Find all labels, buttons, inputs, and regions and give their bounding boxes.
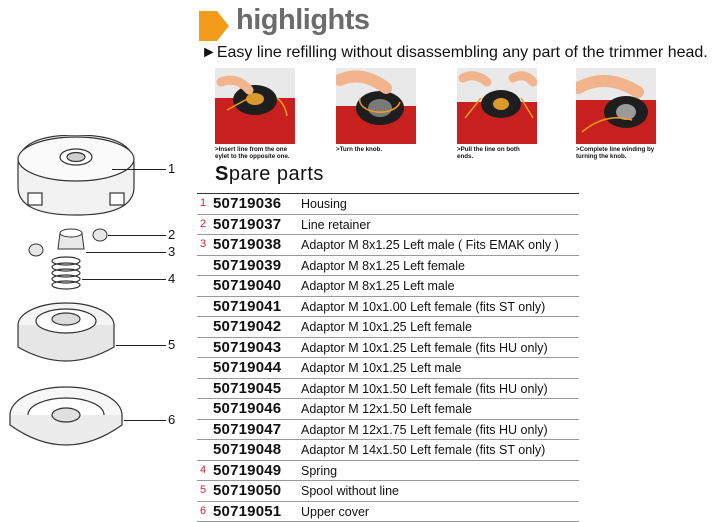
part-code: 50719045 [213, 380, 281, 397]
part-description: Adaptor M 14x1.50 Left female (fits ST only) [301, 443, 545, 457]
callout-5: 5 [168, 337, 175, 352]
part-description: Line retainer [301, 218, 371, 232]
part-description: Adaptor M 12x1.75 Left female (fits HU only) [301, 423, 548, 437]
part-code: 50719043 [213, 339, 281, 356]
table-row [197, 338, 579, 359]
callout-line-4 [82, 279, 166, 280]
part-description: Spring [301, 464, 337, 478]
row-ref-number: 2 [197, 218, 209, 230]
row-ref-number: 6 [197, 505, 209, 517]
part-description: Adaptor M 10x1.50 Left female (fits HU only) [301, 382, 548, 396]
part-code: 50719040 [213, 277, 281, 294]
callout-4: 4 [168, 271, 175, 286]
row-ref-number: 5 [197, 484, 209, 496]
step-3 [457, 68, 537, 160]
table-row [197, 420, 579, 441]
part-description: Spool without line [301, 484, 399, 498]
callout-line-6 [124, 420, 166, 421]
photo-pull-line [457, 68, 537, 144]
part-code: 50719050 [213, 482, 281, 499]
table-row [197, 358, 579, 379]
row-ref-number: 4 [197, 464, 209, 476]
highlights-title: highlights [236, 4, 370, 37]
highlight-bullet-text: ►Easy line refilling without disassembling any part of the trimmer head. [201, 44, 708, 62]
step-1-caption: >Insert line from the one eylet to the opposite one. [215, 146, 295, 160]
upper-cover-drawing [10, 387, 122, 445]
step-3-caption: >Pull the line on both ends. [457, 146, 537, 160]
part-description: Adaptor M 10x1.25 Left female (fits HU only) [301, 341, 548, 355]
photo-turn-knob [336, 68, 416, 144]
table-row [197, 461, 579, 482]
part-description: Upper cover [301, 505, 369, 519]
table-row [197, 235, 579, 256]
part-description: Adaptor M 8x1.25 Left female [301, 259, 465, 273]
part-code: 50719048 [213, 441, 281, 458]
part-description: Adaptor M 8x1.25 Left male [301, 279, 455, 293]
part-description: Adaptor M 8x1.25 Left male ( Fits EMAK only ) [301, 238, 559, 252]
table-row [197, 194, 579, 215]
table-row [197, 502, 579, 522]
callout-6: 6 [168, 412, 175, 427]
part-code: 50719041 [213, 298, 281, 315]
table-row [197, 399, 579, 420]
photo-complete-winding [576, 68, 656, 144]
callout-line-1 [112, 169, 166, 170]
callout-1: 1 [168, 161, 175, 176]
row-ref-number: 1 [197, 197, 209, 209]
exploded-view-drawing [0, 135, 190, 505]
table-row [197, 297, 579, 318]
part-code: 50719036 [213, 195, 281, 212]
step-4-caption: >Complete line winding by turning the knob. [576, 146, 656, 160]
table-row [197, 276, 579, 297]
spare-parts-table [197, 194, 579, 522]
part-description: Adaptor M 12x1.50 Left female [301, 402, 472, 416]
highlights-arrow-icon [199, 11, 229, 41]
exploded-parts-diagram [0, 135, 190, 505]
adaptor-drawing [58, 229, 84, 249]
table-row [197, 256, 579, 277]
table-row [197, 481, 579, 502]
step-4 [576, 68, 656, 160]
part-code: 50719038 [213, 236, 281, 253]
callout-line-3 [86, 252, 166, 253]
row-ref-number: 3 [197, 238, 209, 250]
part-code: 50719051 [213, 503, 281, 520]
spring-drawing [52, 257, 80, 289]
table-row [197, 440, 579, 461]
part-description: Adaptor M 10x1.25 Left female [301, 320, 472, 334]
part-description: Adaptor M 10x1.25 Left male [301, 361, 462, 375]
spare-parts-title: Spare parts [215, 163, 324, 186]
callout-3: 3 [168, 244, 175, 259]
part-code: 50719049 [213, 462, 281, 479]
part-code: 50719039 [213, 257, 281, 274]
step-2 [336, 68, 416, 153]
photo-insert-line [215, 68, 295, 144]
part-description: Adaptor M 10x1.00 Left female (fits ST only) [301, 300, 545, 314]
part-description: Housing [301, 197, 347, 211]
part-code: 50719044 [213, 359, 281, 376]
step-2-caption: >Turn the knob. [336, 146, 416, 153]
callout-2: 2 [168, 227, 175, 242]
housing-drawing [18, 135, 134, 215]
step-1 [215, 68, 295, 160]
part-code: 50719046 [213, 400, 281, 417]
spool-drawing [18, 303, 114, 361]
table-row [197, 317, 579, 338]
part-code: 50719037 [213, 216, 281, 233]
table-row [197, 215, 579, 236]
callout-line-2 [108, 235, 166, 236]
callout-line-5 [116, 345, 166, 346]
table-row [197, 379, 579, 400]
part-code: 50719042 [213, 318, 281, 335]
part-code: 50719047 [213, 421, 281, 438]
